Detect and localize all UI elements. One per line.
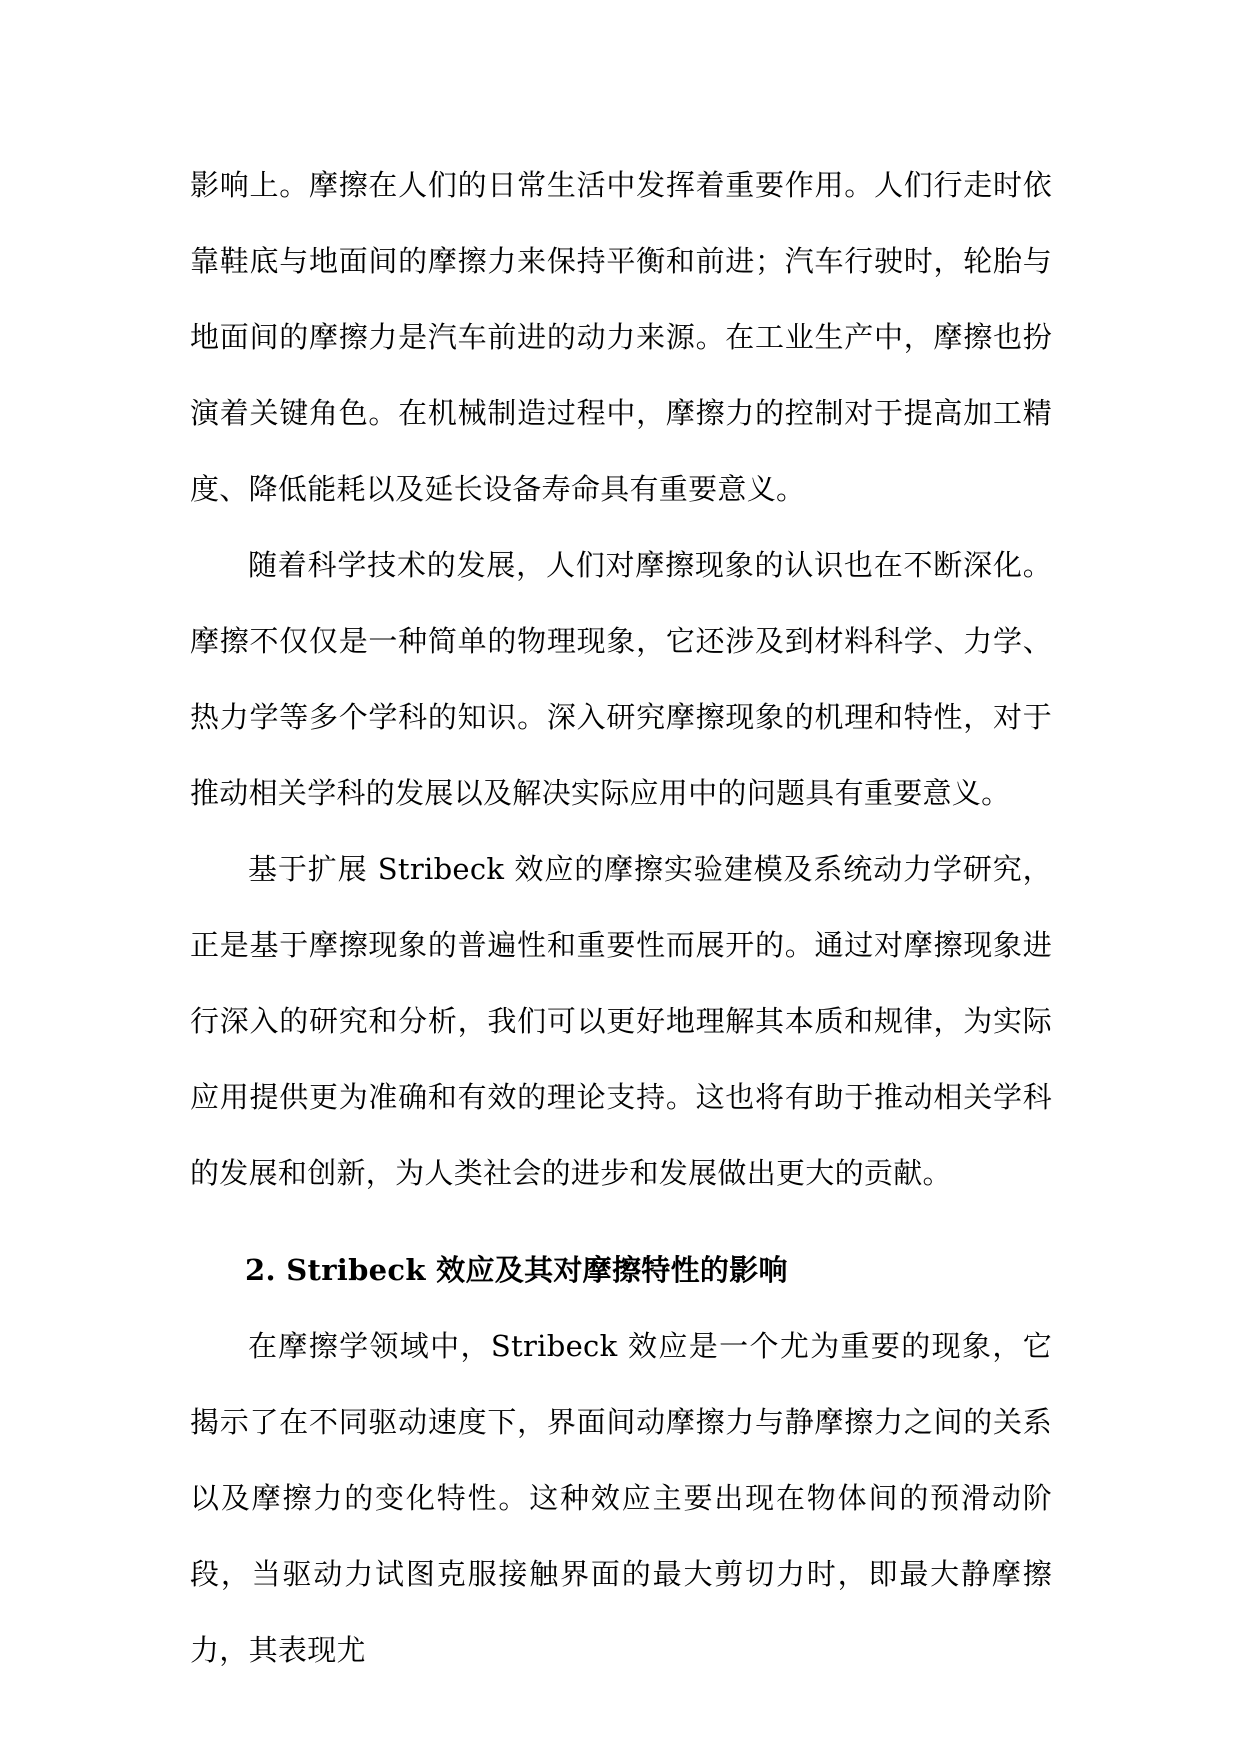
paragraph-research-basis: 基于扩展 Stribeck 效应的摩擦实验建模及系统动力学研究，正是基于摩擦现象的普遍性和重要性而展开的。通过对摩擦现象进行深入的研究和分析，我们可以更好地理解其本质和规律，为实际应用提供更为准确和有效的理论支持。这也将有助于推动相关学科的发展和创新，为人类社会的进步和发展做出更大的贡献。: [190, 852, 1052, 1190]
paragraph-science-development: 随着科学技术的发展，人们对摩擦现象的认识也在不断深化。摩擦不仅仅是一种简单的物理现象，它还涉及到材料科学、力学、热力学等多个学科的知识。深入研究摩擦现象的机理和特性，对于推动相关学科的发展以及解决实际应用中的问题具有重要意义。: [190, 548, 1052, 810]
body-text: [190, 147, 1052, 1688]
section-heading: 2. Stribeck 效应及其对摩擦特性的影响: [245, 1253, 788, 1287]
paragraph-continuation: 影响上。摩擦在人们的日常生活中发挥着重要作用。人们行走时依靠鞋底与地面间的摩擦力来保持平衡和前进；汽车行驶时，轮胎与地面间的摩擦力是汽车前进的动力来源。在工业生产中，摩擦也扮演着关键角色。在机械制造过程中，摩擦力的控制对于提高加工精度、降低能耗以及延长设备寿命具有重要意义。: [190, 168, 1052, 506]
paragraph-stribeck-effect: 在摩擦学领域中，Stribeck 效应是一个尤为重要的现象，它揭示了在不同驱动速度下，界面间动摩擦力与静摩擦力之间的关系以及摩擦力的变化特性。这种效应主要出现在物体间的预滑动阶段，当驱动力试图克服接触界面的最大剪切力时，即最大静摩擦力，其表现尤: [190, 1329, 1052, 1667]
